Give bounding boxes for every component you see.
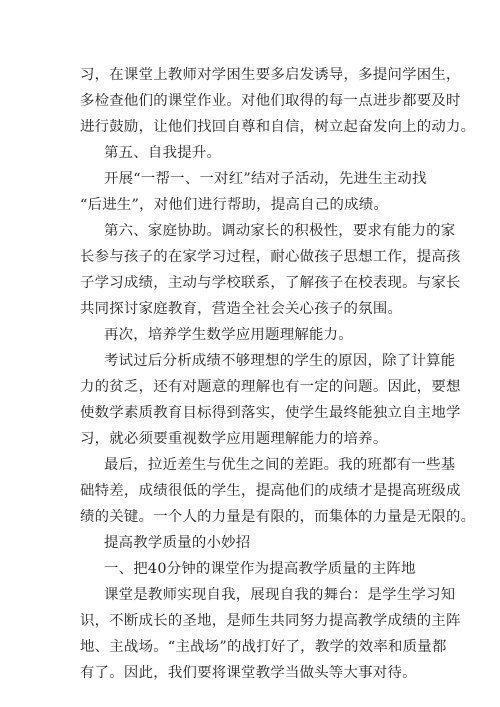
- body-line: 开展“一帮一、一对红”结对子活动，先进生主动找: [104, 171, 427, 187]
- body-line: 力的贫乏，还有对题意的理解也有一定的问题。因此，要想: [80, 379, 461, 395]
- body-line: “后进生”，对他们进行帮助，提高自己的成绩。: [80, 197, 389, 213]
- body-line: 有了。因此，我们要将课堂教学当做头等大事对待。: [80, 665, 417, 681]
- body-line: 共同探讨家庭教育，营造全社会关心孩子的氛围。: [80, 301, 403, 317]
- body-line: 进行鼓励，让他们找回自尊和自信，树立起奋发向上的动力。: [80, 119, 476, 135]
- section-heading: 再次，培养学生数学应用题理解能力。: [104, 327, 353, 343]
- body-line: 础特差，成绩很低的学生，提高他们的成绩才是提高班级成: [80, 483, 461, 499]
- body-line: 地、主战场。“主战场”的战打好了，教学的效率和质量都: [80, 639, 447, 655]
- body-line: 绩的关键。一个人的力量是有限的，而集体的力量是无限的。: [80, 509, 476, 525]
- section-heading: 一、把40分钟的课堂作为提高教学质量的主阵地: [104, 561, 416, 577]
- body-line: 识，不断成长的圣地，是师生共同努力提高教学成绩的主阵: [80, 613, 461, 629]
- body-line: 最后，拉近差生与优生之间的差距。我的班都有一些基: [104, 457, 456, 473]
- article-title: 提高教学质量的小妙招: [104, 535, 251, 551]
- body-line: 习，就必须要重视数学应用题理解能力的培养。: [80, 431, 388, 447]
- body-line: 多检查他们的课堂作业。对他们取得的每一点进步都要及时: [80, 93, 461, 109]
- body-line: 长参与孩子的在家学习过程，耐心做孩子思想工作，提高孩: [80, 249, 461, 265]
- body-line: 第六、家庭协助。调动家长的积极性，要求有能力的家: [104, 223, 456, 239]
- section-heading: 第五、自我提升。: [104, 145, 222, 161]
- body-line: 课堂是教师实现自我，展现自我的舞台：是学生学习知: [104, 587, 456, 603]
- body-line: 习，在课堂上教师对学困生要多启发诱导，多提问学困生，: [80, 67, 461, 83]
- body-line: 子学习成绩，主动与学校联系，了解孩子在校表现。与家长: [80, 275, 461, 291]
- body-line: 使数学素质教育目标得到落实，使学生最终能独立自主地学: [80, 405, 461, 421]
- body-line: 考试过后分析成绩不够理想的学生的原因，除了计算能: [104, 353, 456, 369]
